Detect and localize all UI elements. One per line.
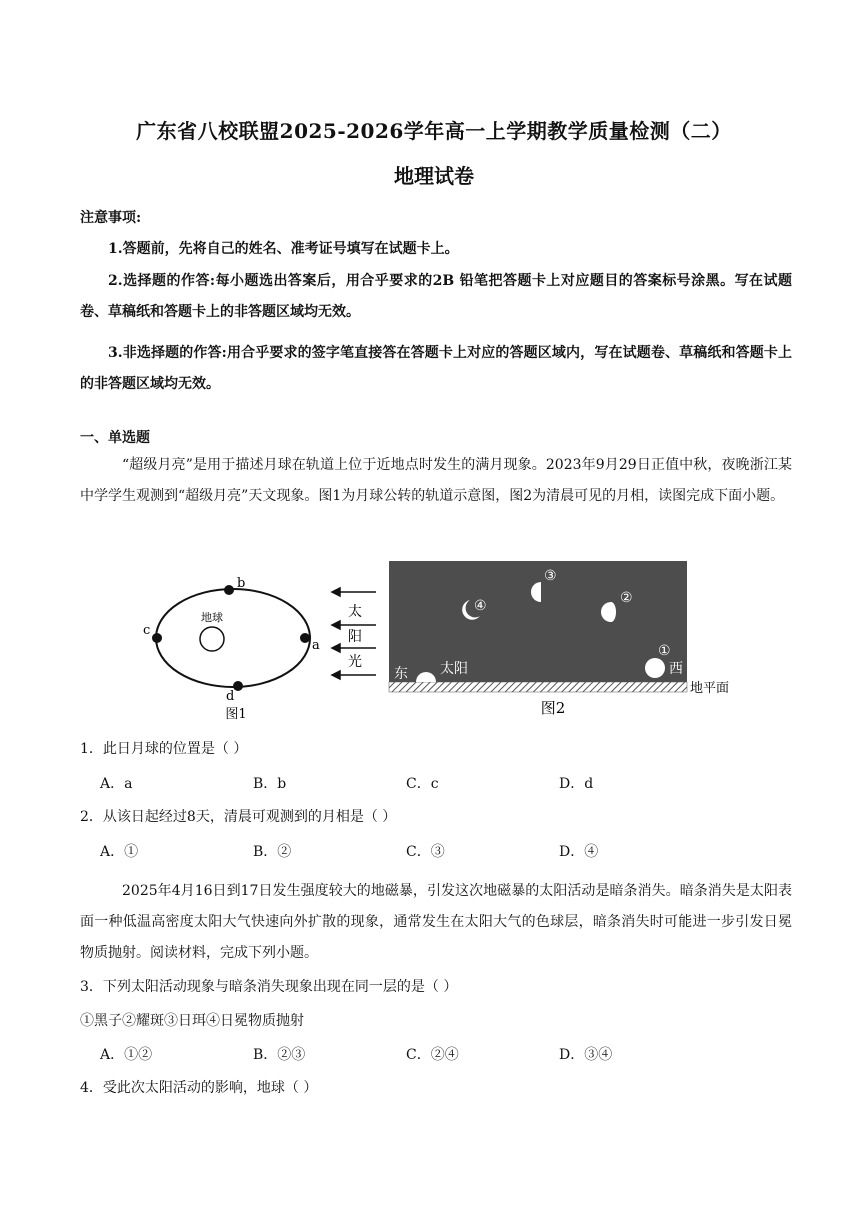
sunlight-char-2: 阳 xyxy=(348,629,362,645)
question-3-items: ①黑子②耀斑③日珥④日冕物质抛射 xyxy=(80,1013,304,1029)
q1-option-b[interactable]: B．b xyxy=(253,776,287,792)
horizon-label: 地平面 xyxy=(690,681,730,696)
q1-option-a[interactable]: A．a xyxy=(100,776,133,792)
notice-item-3: 3.非选择题的作答:用合乎要求的签字笔直接答在答题卡上对应的答题区域内，写在试题卷、草稿纸和答题卡上的非答题区域均无效。 xyxy=(80,345,792,392)
sun-label: 太阳 xyxy=(440,661,468,677)
moon-label-2: ② xyxy=(620,590,633,606)
section-heading: 一、单选题 xyxy=(80,430,150,446)
q2-option-c[interactable]: C．③ xyxy=(406,844,445,860)
label-b: b xyxy=(237,576,246,591)
notice-item-1: 1.答题前，先将自己的姓名、准考证号填写在试题卡上。 xyxy=(108,241,459,257)
moon-phase-1 xyxy=(645,658,665,678)
material-2: 2025年4月16日到17日发生强度较大的地磁暴，引发这次地磁暴的太阳活动是暗条消失。暗条消失是太阳表面一种低温高密度太阳大气快速向外扩散的现象，通常发生在太阳大气的色球层，暗条消失时可能进一步引发日冕物质抛射。阅读材料，完成下列小题。 xyxy=(80,883,792,961)
q3-option-d[interactable]: D．③④ xyxy=(559,1047,613,1063)
notice-item-2: 2.选择题的作答:每小题选出答案后，用合乎要求的2B 铅笔把答题卡上对应题目的答案标号涂黑。写在试题卷、草稿纸和答题卡上的非答题区域均无效。 xyxy=(80,273,792,320)
horizon-ground xyxy=(389,682,687,692)
exam-title: 广东省八校联盟2025-2026学年高一上学期教学质量检测（二） xyxy=(136,119,732,143)
question-1-stem: 1．此日月球的位置是（ ） xyxy=(80,741,248,757)
question-3-options xyxy=(100,1044,720,1064)
earth-circle xyxy=(200,627,224,651)
q3-option-c[interactable]: C．②④ xyxy=(406,1047,459,1063)
east-label: 东 xyxy=(394,666,408,682)
orbit-point-a xyxy=(300,633,310,643)
figure-2 xyxy=(389,561,729,717)
figure-1-caption: 图1 xyxy=(225,707,247,722)
question-3-stem: 3．下列太阳活动现象与暗条消失现象出现在同一层的是（ ） xyxy=(80,979,458,995)
orbit-point-d xyxy=(233,681,243,691)
notice-heading: 注意事项: xyxy=(80,210,142,226)
question-2-options xyxy=(100,841,720,861)
q3-option-b[interactable]: B．②③ xyxy=(253,1047,306,1063)
q3-option-a[interactable]: A．①② xyxy=(100,1047,153,1063)
question-2-stem: 2．从该日起经过8天，清晨可观测到的月相是（ ） xyxy=(80,809,397,825)
q2-option-a[interactable]: A．① xyxy=(100,844,139,860)
sunlight-char-1: 太 xyxy=(348,604,362,620)
orbit-point-c xyxy=(152,633,162,643)
sunlight-char-3: 光 xyxy=(348,654,362,670)
q2-option-b[interactable]: B．② xyxy=(253,844,292,860)
moon-label-1: ① xyxy=(658,643,671,659)
moon-label-3: ③ xyxy=(544,568,557,584)
material-1: “超级月亮”是用于描述月球在轨道上位于近地点时发生的满月现象。2023年9月29日正值中秋，夜晚浙江某中学学生观测到“超级月亮”天文现象。图1为月球公转的轨道示意图，图2为清晨可见的月相，读图完成下面小题。 xyxy=(80,457,792,504)
question-1-options xyxy=(100,773,720,793)
moon-label-4: ④ xyxy=(474,598,487,614)
figure-1 xyxy=(143,576,376,722)
label-d: d xyxy=(226,689,235,704)
figures xyxy=(0,560,868,725)
label-a: a xyxy=(312,638,320,653)
q1-option-c[interactable]: C．c xyxy=(406,776,439,792)
label-c: c xyxy=(143,623,151,638)
orbit-point-b xyxy=(224,585,234,595)
earth-label: 地球 xyxy=(201,611,223,624)
west-label: 西 xyxy=(669,661,683,677)
figure-2-caption: 图2 xyxy=(540,699,566,717)
q1-option-d[interactable]: D．d xyxy=(559,776,594,792)
question-4-stem: 4．受此次太阳活动的影响，地球（ ） xyxy=(80,1080,318,1096)
exam-subtitle: 地理试卷 xyxy=(394,164,474,188)
night-sky xyxy=(389,561,687,682)
q2-option-d[interactable]: D．④ xyxy=(559,844,599,860)
moon-orbit xyxy=(156,589,310,687)
